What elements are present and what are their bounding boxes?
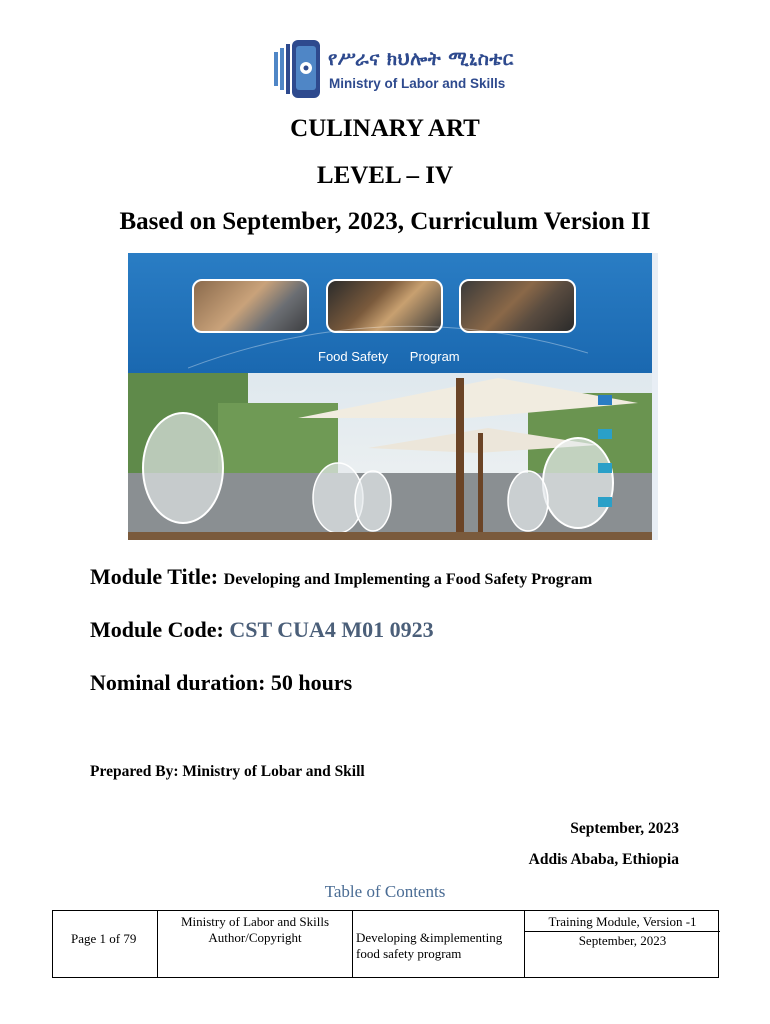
decorative-arc-icon — [188, 313, 588, 373]
page-number: Page 1 of 79 — [71, 931, 137, 946]
footer-author-cell — [158, 911, 353, 977]
module-title-label: Module Title: — [90, 564, 219, 589]
module-duration: Nominal duration: 50 hours — [90, 670, 353, 695]
module-title — [90, 564, 592, 590]
module-title-value: Developing and Implementing a Food Safety Program — [223, 571, 593, 588]
cover-banner — [128, 253, 652, 373]
document-title: CULINARY ART — [290, 115, 480, 142]
module-code — [90, 617, 434, 643]
cover-caption-left: Food Safety — [318, 349, 389, 364]
footer-author-line2: Author/Copyright — [208, 930, 302, 945]
cover-image — [128, 253, 658, 540]
logo-amharic-text: የሥራና ክህሎት ሚኒስቴር — [328, 48, 514, 70]
footer-version-cell — [525, 911, 720, 977]
ministry-logo — [272, 38, 512, 100]
footer-version: Training Module, Version -1 — [525, 911, 720, 932]
ministry-emblem-icon — [272, 38, 324, 100]
document-level: LEVEL – IV — [316, 162, 454, 189]
footer-topic-line1: Developing &implementing — [356, 930, 503, 945]
cover-caption-right: Program — [409, 349, 460, 364]
table-of-contents-heading: Table of Contents — [324, 882, 446, 901]
cover-caption — [318, 349, 460, 364]
logo-english-text: Ministry of Labor and Skills — [329, 76, 506, 91]
footer-version-date: September, 2023 — [578, 933, 667, 948]
curriculum-basis: Based on September, 2023, Curriculum Version II — [119, 208, 651, 235]
footer-topic-line2: food safety program — [356, 946, 462, 961]
document-date: September, 2023 — [570, 820, 679, 837]
footer-author-line1: Ministry of Labor and Skills — [180, 914, 330, 929]
footer-page-cell — [53, 911, 158, 977]
footer-topic-cell — [353, 911, 525, 977]
restaurant-terrace-photo — [128, 373, 652, 536]
prepared-by: Prepared By: Ministry of Lobar and Skill — [90, 763, 365, 780]
document-place: Addis Ababa, Ethiopia — [528, 851, 679, 868]
module-code-value: CST CUA4 M01 0923 — [229, 617, 434, 642]
page-footer-table — [52, 910, 719, 978]
module-code-label: Module Code: — [90, 617, 224, 642]
